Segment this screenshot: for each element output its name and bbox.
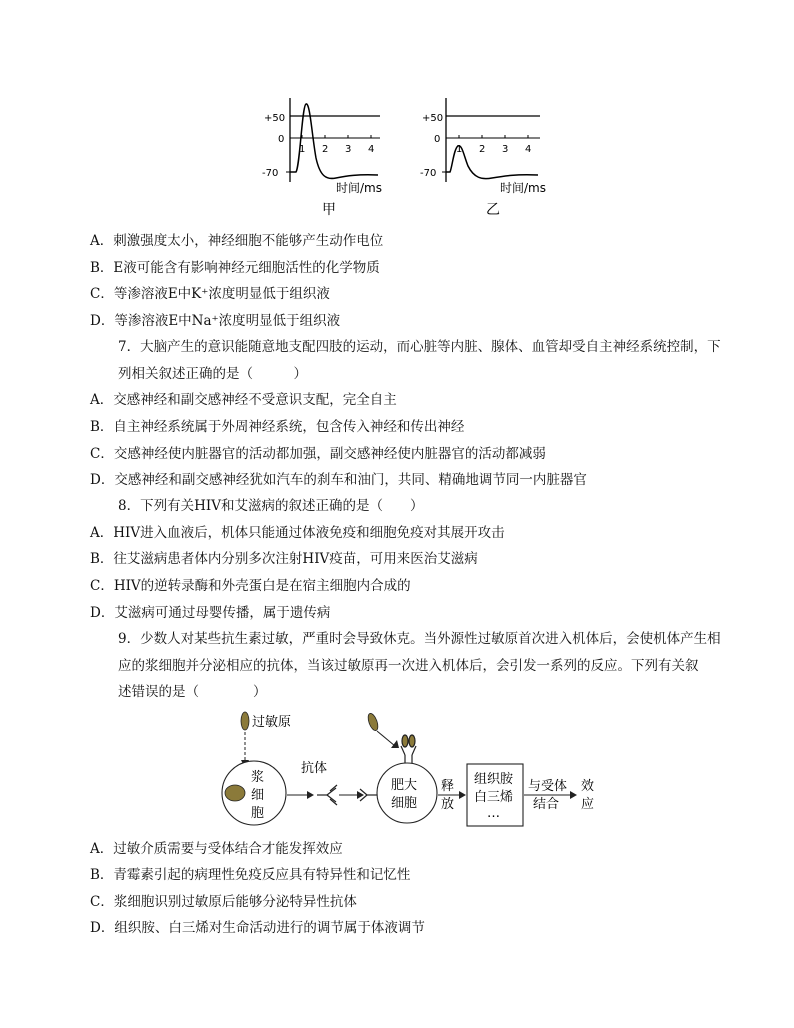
- q6-option-d[interactable]: D．等渗溶液E中Na⁺浓度明显低于组织液: [90, 313, 341, 329]
- q9-option-d[interactable]: D．组织胺、白三烯对生命活动进行的调节属于体液调节: [90, 920, 425, 936]
- graph-jia-y-bottom: -70: [262, 168, 279, 179]
- q6-option-b[interactable]: B．E液可能含有影响神经元细胞活性的化学物质: [90, 260, 380, 276]
- mast-cell-label-1: 肥大: [391, 778, 418, 793]
- graph-yi-y-zero: 0: [434, 134, 441, 145]
- mast-cell-label-2: 细胞: [391, 796, 418, 811]
- q7-option-d[interactable]: D．交感神经和副交感神经犹如汽车的刹车和油门，共同、精确地调节同一内脏器官: [90, 472, 587, 488]
- graph-jia: [262, 98, 382, 218]
- q9-option-a[interactable]: A．过敏介质需要与受体结合才能发挥效应: [90, 841, 343, 857]
- mediator-ellipsis: …: [487, 806, 500, 821]
- allergen-label: 过敏原: [252, 715, 292, 730]
- receptor-antibody-icon: [401, 735, 416, 763]
- graph-jia-tick-3: 3: [345, 144, 352, 155]
- plasma-cell-label-2: 细: [251, 788, 265, 803]
- bind-label-1: 与受体: [528, 779, 568, 794]
- graph-yi-tick-3: 3: [502, 144, 509, 155]
- plasma-cell-label-1: 浆: [251, 770, 265, 785]
- q8-option-c[interactable]: C．HIV的逆转录酶和外壳蛋白是在宿主细胞内合成的: [90, 578, 411, 594]
- graph-yi-tick-1: 1: [456, 144, 463, 155]
- q8-option-d[interactable]: D．艾滋病可通过母婴传播，属于遗传病: [90, 605, 331, 621]
- q9-stem-line1: 9．少数人对某些抗生素过敏，严重时会导致休克。当外源性过敏原首次进入机体后，会使机体产生相: [118, 631, 721, 647]
- plasma-cell-label-3: 胞: [251, 806, 265, 821]
- q8-option-b[interactable]: B．往艾滋病患者体内分别多次注射HIV疫苗，可用来医治艾滋病: [90, 551, 478, 567]
- graph-jia-tick-2: 2: [322, 144, 329, 155]
- q9-option-b[interactable]: B．青霉素引起的病理性免疫反应具有特异性和记忆性: [90, 867, 411, 883]
- release-label-1: 释: [441, 779, 455, 794]
- q9-option-c[interactable]: C．浆细胞识别过敏原后能够分泌特异性抗体: [90, 894, 357, 910]
- graph-jia-tick-4: 4: [368, 144, 375, 155]
- q8-option-a[interactable]: A．HIV进入血液后，机体只能通过体液免疫和细胞免疫对其展开攻击: [90, 525, 505, 541]
- bind-label-2: 结合: [533, 797, 560, 812]
- membrane-potential-graphs: [250, 96, 570, 224]
- allergy-reaction-diagram: [215, 704, 605, 834]
- graph-jia-tick-1: 1: [299, 144, 306, 155]
- antibody-icon: [317, 785, 337, 805]
- mast-cell: [377, 763, 437, 823]
- graph-yi-tick-4: 4: [525, 144, 532, 155]
- allergen-second-icon: [366, 712, 380, 732]
- graph-jia-axis-label: 时间/ms: [336, 181, 382, 195]
- mediator-leukotriene: 白三烯: [474, 790, 514, 805]
- q6-option-a[interactable]: A．刺激强度太小，神经细胞不能够产生动作电位: [90, 233, 384, 249]
- q9-stem-line2: 应的浆细胞并分泌相应的抗体，当该过敏原再一次进入机体后，会引发一系列的反应。下列有关叙: [118, 658, 699, 674]
- graph-yi-y-bottom: -70: [420, 168, 437, 179]
- antibody-label: 抗体: [301, 761, 328, 776]
- q7-stem-line1: 7．大脑产生的意识能随意地支配四肢的运动，而心脏等内脏、腺体、血管却受自主神经系统控制，下: [118, 339, 721, 355]
- graph-yi: [420, 98, 546, 218]
- allergen-icon: [241, 712, 249, 730]
- graph-jia-y-zero: 0: [278, 134, 285, 145]
- graph-jia-y-top: +50: [264, 113, 286, 124]
- effect-label-1: 效: [581, 779, 595, 794]
- q9-stem-line3: 述错误的是（ ）: [118, 684, 267, 700]
- q7-option-c[interactable]: C．交感神经使内脏器官的活动都加强，副交感神经使内脏器官的活动都减弱: [90, 446, 546, 462]
- graph-yi-axis-label: 时间/ms: [500, 181, 546, 195]
- effect-label-2: 应: [581, 797, 595, 812]
- q8-stem: 8．下列有关HIV和艾滋病的叙述正确的是（ ）: [118, 498, 424, 514]
- graph-jia-curve: [290, 104, 378, 179]
- graph-jia-caption: 甲: [322, 202, 336, 218]
- q7-option-a[interactable]: A．交感神经和副交感神经不受意识支配，完全自主: [90, 392, 397, 408]
- q6-option-c[interactable]: C．等渗溶液E中K⁺浓度明显低于组织液: [90, 286, 330, 302]
- plasma-cell-nucleus: [225, 785, 245, 801]
- graph-yi-y-top: +50: [422, 113, 444, 124]
- release-label-2: 放: [441, 797, 455, 812]
- mediator-histamine: 组织胺: [474, 772, 514, 787]
- q7-option-b[interactable]: B．自主神经系统属于外周神经系统，包含传入神经和传出神经: [90, 419, 465, 435]
- graph-yi-caption: 乙: [486, 202, 500, 218]
- graph-yi-tick-2: 2: [479, 144, 486, 155]
- q7-stem-line2: 列相关叙述正确的是（ ）: [118, 366, 307, 382]
